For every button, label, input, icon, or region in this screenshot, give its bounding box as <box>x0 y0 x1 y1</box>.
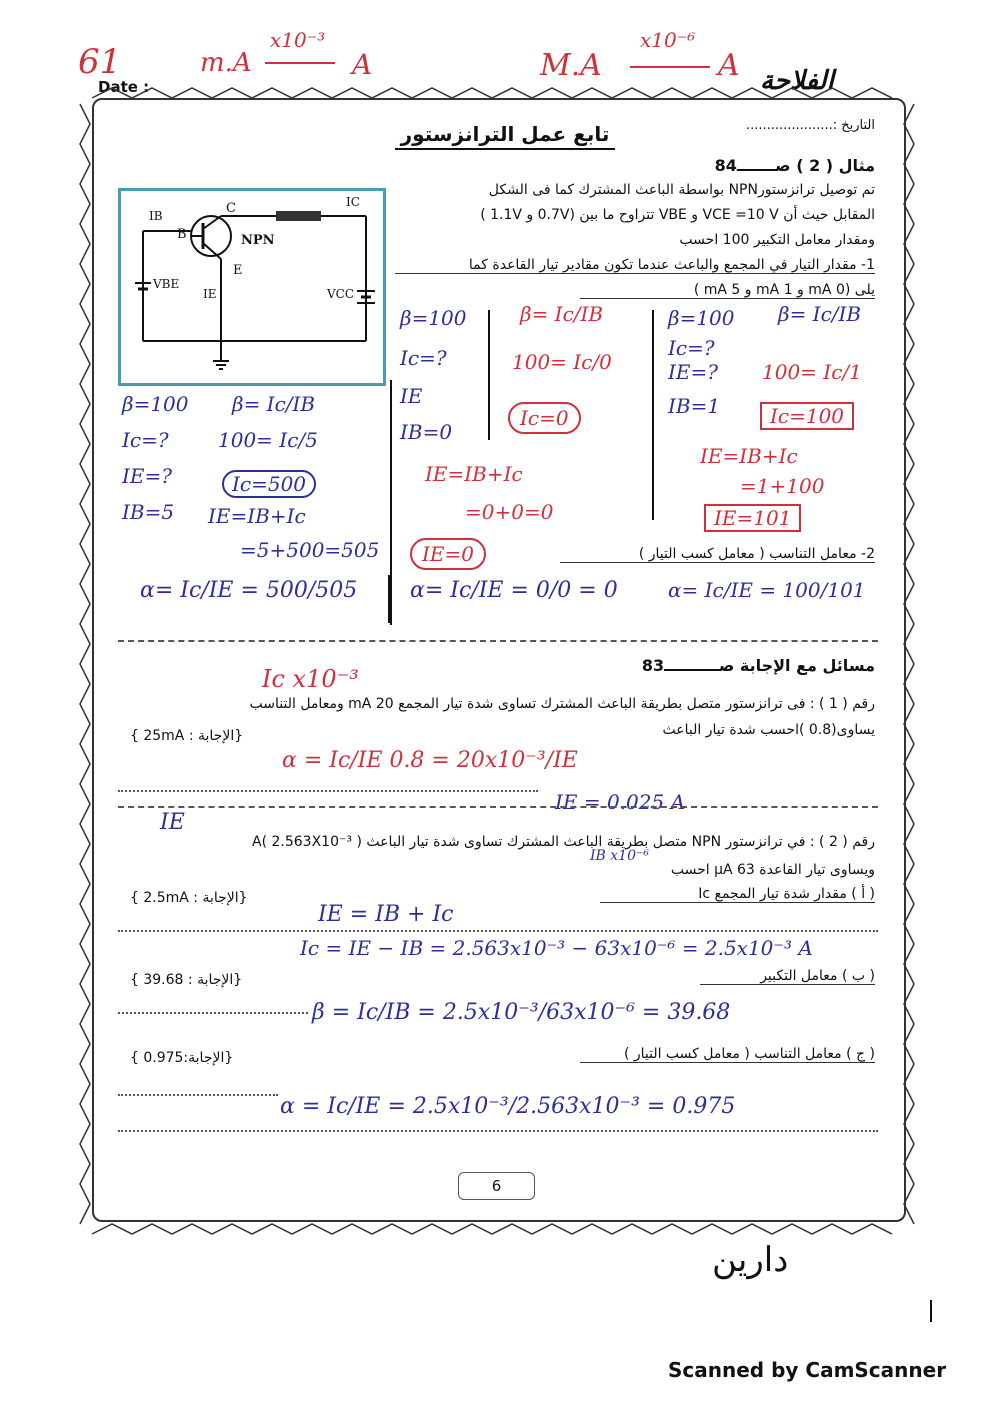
problem-2a-answer: { 2.5mA : الإجابة} <box>130 890 248 906</box>
hand-note: IB x10⁻⁶ <box>590 848 649 864</box>
problem-2b-question: ( ب ) معامل التكبير <box>700 968 875 985</box>
answer-box: IE=101 <box>704 504 801 532</box>
question-1: 1- مقدار التيار في المجمع والباعث عندما تكون مقادير تيار القاعدة كما <box>395 257 875 274</box>
ruled-line <box>118 1094 278 1096</box>
hand-solution: IE = IB + Ic <box>318 902 454 927</box>
date-field: التاريخ :..................... <box>745 118 875 133</box>
arrow-icon <box>265 62 335 64</box>
label-vcc: VCC <box>327 287 355 301</box>
unit-conv-micro-to: A <box>718 48 740 83</box>
problem-1-text: رقم ( 1 ) : فى ترانزستور متصل بطريقة الباعث المشترك تساوى شدة تيار المجمع 20 mA ومعامل التناسب <box>249 696 875 712</box>
problem-1-text-2: يساوى(0.8 )احسب شدة تيار الباعث <box>662 722 875 738</box>
example-text-1: تم توصيل ترانزستورNPN بواسطة الباعث المشترك كما فى الشكل <box>488 182 875 198</box>
unit-conv-milli-factor: x10⁻³ <box>270 28 326 52</box>
hand-line: β= Ic/IB <box>778 302 862 326</box>
unit-conv-micro: M.A <box>540 48 602 83</box>
label-e: E <box>233 263 243 278</box>
hand-note: Ic x10⁻³ <box>262 665 359 693</box>
hand-line: Ic=? <box>400 346 447 370</box>
scanner-watermark: Scanned by CamScanner <box>668 1358 947 1382</box>
question-1b: يلى (0 mA و 1 mA و 5 mA ) <box>580 282 875 299</box>
unit-conv-milli: m.A <box>200 48 252 78</box>
hand-line: IE=? <box>668 360 718 384</box>
hand-line: β= Ic/IB <box>520 302 604 326</box>
hand-note: IE <box>160 810 185 835</box>
divider <box>388 575 390 623</box>
arrow-icon <box>630 66 710 68</box>
ruled-line <box>118 790 538 792</box>
label-ib: IB <box>149 209 163 223</box>
date-label: Date : <box>98 78 150 96</box>
hand-line: =5+500=505 <box>240 538 380 562</box>
hand-line: IE=IB+Ic <box>208 504 306 528</box>
divider <box>390 380 392 625</box>
example-text-3: ومقدار معامل التكبير 100 احسب <box>679 232 875 248</box>
label-c: C <box>226 201 236 216</box>
hand-line: β=100 <box>668 306 735 330</box>
hand-line: IE=? <box>122 464 172 488</box>
signature: دارين <box>712 1240 789 1280</box>
hand-line: 100= Ic/5 <box>218 428 318 452</box>
hand-line: IE=IB+Ic <box>700 444 798 468</box>
problem-2c-answer: { 0.975:الإجابة} <box>130 1050 234 1066</box>
label-vbe: VBE <box>153 277 180 291</box>
hand-solution: α = Ic/IE = 2.5x10⁻³/2.563x10⁻³ = 0.975 <box>280 1094 736 1119</box>
label-ic: IC <box>346 195 360 209</box>
page-title: تابع عمل الترانزستور <box>395 122 615 150</box>
ruled-line <box>118 1130 878 1132</box>
hand-line: IB=1 <box>668 394 721 418</box>
alpha-answer-3: α= Ic/IE = 100/101 <box>668 578 866 602</box>
alpha-answer-1: α= Ic/IE = 500/505 <box>140 578 358 603</box>
hand-line: β=100 <box>122 392 189 416</box>
hand-line: IB=5 <box>122 500 175 524</box>
question-2: 2- معامل التناسب ( معامل كسب التيار ) <box>560 546 875 563</box>
label-b: B <box>177 227 187 242</box>
top-page-number: 61 <box>78 42 122 82</box>
example-heading: مثال ( 2 ) صـــــــ84 <box>714 156 875 175</box>
hand-line: IB=0 <box>400 420 453 444</box>
brand-logo: الفلاحة <box>760 66 834 96</box>
answer-box: Ic=100 <box>760 402 854 430</box>
problem-2a-question: ( أ ) مقدار شدة تيار المجمع Ic <box>600 886 875 903</box>
ruled-line <box>118 930 878 932</box>
problem-2-text: رقم ( 2 ) : في ترانزستور NPN متصل بطريقة الباعث المشترك تساوى شدة تيار الباعث A( 2.563X10⁻³ ) <box>252 834 875 850</box>
section-divider <box>118 640 878 642</box>
hand-line: IE=IB+Ic <box>425 462 523 486</box>
hand-line: =1+100 <box>740 474 825 498</box>
answer-box: IE=0 <box>410 538 486 570</box>
problem-2c-question: ( ج ) معامل التناسب ( معامل كسب التيار ) <box>580 1046 875 1063</box>
hand-line: Ic=? <box>122 428 169 452</box>
circuit-diagram <box>118 188 386 386</box>
hand-line: β=100 <box>400 306 467 330</box>
answer-box: Ic=0 <box>508 402 581 434</box>
section-divider <box>118 806 878 808</box>
hand-solution: Ic = IE − IB = 2.563x10⁻³ − 63x10⁻⁶ = 2.5x10⁻³ A <box>300 936 813 960</box>
problem-2b-answer: { 39.68 : الإجابة} <box>130 972 243 988</box>
hand-line: 100= Ic/1 <box>762 360 862 384</box>
problem-1-answer: { 25mA : الإجابة} <box>130 728 244 744</box>
hand-line: Ic=500 <box>222 470 316 498</box>
example-text-2: المقابل حيث أن VCE =10 V و VBE تتراوح ما بين (0.7V و 1.1V ) <box>480 207 875 223</box>
divider <box>930 1300 932 1322</box>
page-number: 6 <box>458 1172 535 1200</box>
hand-line: =0+0=0 <box>465 500 554 524</box>
unit-conv-micro-factor: x10⁻⁶ <box>640 28 696 52</box>
problem-2-text-2: ويساوى تيار القاعدة 63 µA احسب <box>670 862 875 878</box>
unit-conv-milli-to: A <box>352 48 373 81</box>
hand-line: 100= Ic/0 <box>512 350 612 374</box>
hand-solution: β = Ic/IB = 2.5x10⁻³/63x10⁻⁶ = 39.68 <box>312 1000 731 1025</box>
hand-solution: α = Ic/IE 0.8 = 20x10⁻³/IE <box>282 748 578 773</box>
alpha-answer-2: α= Ic/IE = 0/0 = 0 <box>410 578 618 603</box>
hand-line: IE <box>400 384 423 408</box>
label-ie: IE <box>203 287 217 301</box>
hand-solution: IE = 0.025 A <box>555 790 686 814</box>
label-npn: NPN <box>241 233 275 248</box>
hand-line: Ic=? <box>668 336 715 360</box>
hand-line: β= Ic/IB <box>232 392 316 416</box>
divider <box>652 310 654 520</box>
problems-heading: مسائل مع الإجابة صــــــــــ83 <box>641 656 875 675</box>
divider <box>488 310 490 440</box>
ruled-line <box>118 1012 308 1014</box>
